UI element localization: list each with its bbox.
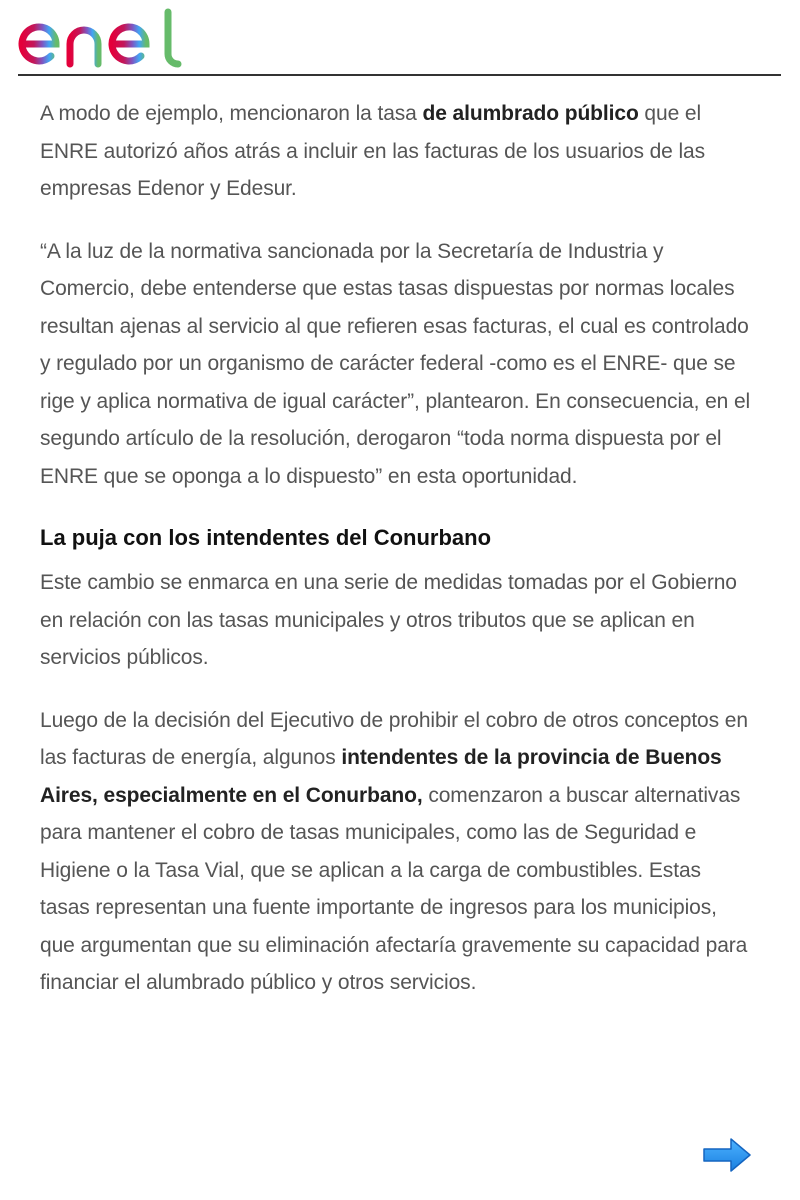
article-body (40, 95, 756, 1027)
page-header (18, 0, 781, 76)
section-heading: La puja con los intendentes del Conurbano (40, 525, 492, 550)
next-page-button[interactable] (701, 1136, 753, 1174)
arrow-right-icon (701, 1136, 753, 1174)
paragraph-3: Este cambio se enmarca en una serie de medidas tomadas por el Gobierno en relación con las tasas municipales y otros tributos que se aplican en servicios públicos. (40, 571, 737, 669)
paragraph-4: Luego de la decisión del Ejecutivo de prohibir el cobro de otros conceptos en las facturas de energía, algunos intendentes de la provincia de Buenos Aires, especialmente en el Conurbano, comenzaron a buscar alternativas para mantener el cobro de tasas municipales, como las de Seguridad e Higiene o la Tasa Vial, que se aplican a la carga de combustibles. Estas tasas representan una fuente importante de ingresos para los municipios, que argumentan que su eliminación afectaría gravemente su capacidad para financiar el alumbrado público y otros servicios. (40, 708, 748, 994)
bold-phrase: intendentes de la provincia de Buenos Aires, especialmente en el Conurbano, (40, 746, 722, 807)
paragraph-1: A modo de ejemplo, mencionaron la tasa de alumbrado público que el ENRE autorizó años atrás a incluir en las facturas de los usuarios de las empresas Edenor y Edesur. (40, 102, 706, 200)
enel-logo[interactable] (18, 6, 183, 70)
bold-phrase: de alumbrado público (422, 102, 639, 125)
paragraph-2: “A la luz de la normativa sancionada por la Secretaría de Industria y Comercio, debe entenderse que estas tasas dispuestas por normas locales resultan ajenas al servicio al que refieren esas facturas, el cual es controlado y regulado por un organismo de carácter federal -como es el ENRE- que se rige y aplica normativa de igual carácter”, plantearon. En consecuencia, en el segundo artículo de la resolución, derogaron “toda norma dispuesta por el ENRE que se oponga a lo dispuesto” en esta oportunidad. (40, 239, 751, 488)
